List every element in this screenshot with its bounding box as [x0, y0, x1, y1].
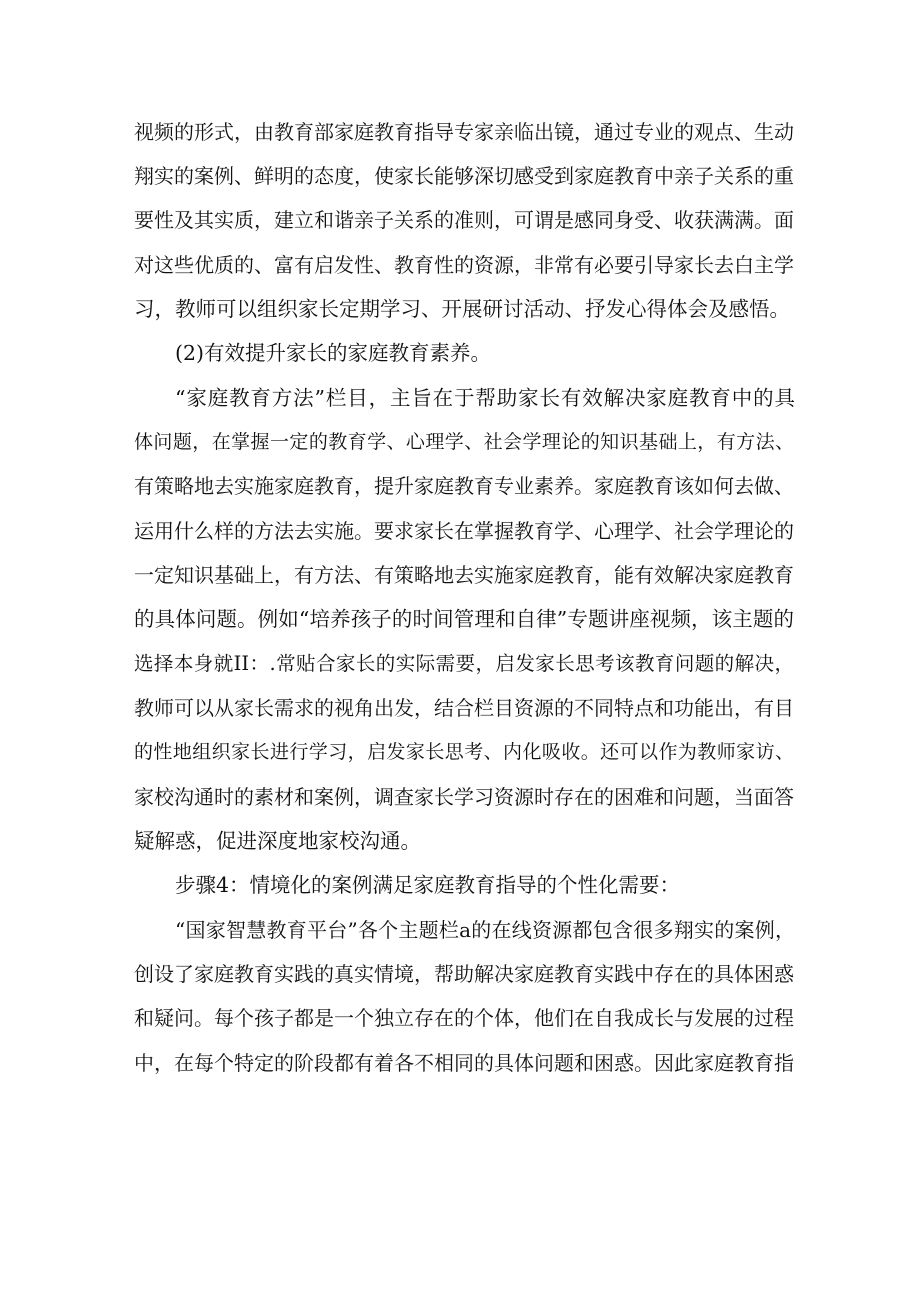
- text-line: “国家智慧教育平台”各个主题栏a的在线资源都包含很多翔实的案例，: [175, 918, 795, 942]
- text-line: 运用什么样的方法去实施。要求家长在掌握教育学、心理学、社会学理论的: [134, 519, 794, 543]
- text-line: 的具体问题。例如“培养孩子的时间管理和自律”专题讲座视频，该主题的: [134, 607, 794, 631]
- text-line: 一定知识基础上，有方法、有策略地去实施家庭教育，能有效解决家庭教育: [134, 563, 794, 587]
- text-line: 习，教师可以组织家长定期学习、开展研讨活动、抒发心得体会及感悟。: [134, 297, 790, 321]
- text-line: 选择本身就II：.常贴合家长的实际需要，启发家长思考该教育问题的解决，: [134, 652, 794, 675]
- text-line: 疑解惑，促进深度地家校沟通。: [134, 829, 421, 853]
- text-line: 家校沟通时的素材和案例，调查家长学习资源时存在的困难和问题，当面答: [134, 785, 794, 809]
- text-line: 翔实的案例、鲜明的态度，使家长能够深切感受到家庭教育中亲子关系的重: [134, 164, 794, 188]
- text-line: 对这些优质的、富有启发性、教育性的资源，非常有必要引导家长去白主学: [134, 253, 794, 277]
- section-heading: 步骤4：情境化的案例满足家庭教育指导的个性化需要：: [175, 873, 681, 897]
- text-line: 有策略地去实施家庭教育，提升家庭教育专业素养。家庭教育该如何去做、: [134, 474, 794, 498]
- text-line: 的性地组织家长进行学习，启发家长思考、内化吸收。还可以作为教师家访、: [134, 741, 794, 763]
- text-line: 中，在每个特定的阶段都有着各不相同的具体问题和困惑。因此家庭教育指: [134, 1051, 794, 1075]
- text-line: 和疑问。每个孩子都是一个独立存在的个体，他们在自我成长与发展的过程: [134, 1006, 794, 1030]
- text-line: 要性及其实质，建立和谐亲子关系的准则，可谓是感同身受、收获满满。面: [134, 208, 794, 232]
- section-heading: (2)有效提升家长的家庭教育素养。: [175, 341, 492, 365]
- text-line: 视频的形式，由教育部家庭教育指导专家亲临出镜，通过专业的观点、生动: [134, 120, 794, 144]
- text-line: 体问题，在掌握一定的教育学、心理学、社会学理论的知识基础上，有方法、: [134, 431, 794, 453]
- text-line: 教师可以从家长需求的视角出发，结合栏目资源的不同特点和功能出，有目: [134, 696, 794, 720]
- text-line: “家庭教育方法”栏目，主旨在于帮助家长有效解决家庭教育中的具: [175, 386, 795, 410]
- text-line: 创设了家庭教育实践的真实情境，帮助解决家庭教育实践中存在的具体困惑: [134, 962, 794, 986]
